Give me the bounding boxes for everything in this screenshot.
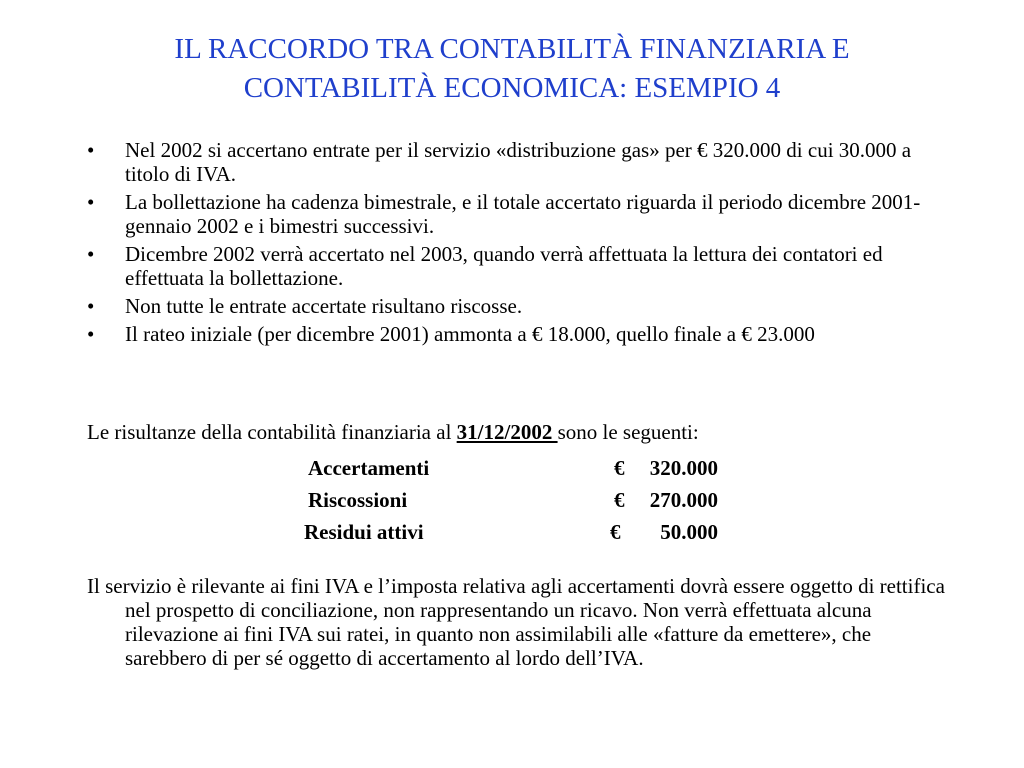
- summary-label: Riscossioni: [308, 488, 408, 512]
- bullet-marker: •: [87, 138, 95, 162]
- bullet-item: [87, 138, 947, 186]
- bullet-marker: •: [87, 242, 95, 266]
- intro-paragraph: [87, 420, 699, 444]
- summary-label: Residui attivi: [304, 520, 424, 544]
- bullet-marker: •: [87, 294, 95, 318]
- summary-amount: 270.000: [649, 488, 718, 512]
- bullet-text: Dicembre 2002 verrà accertato nel 2003, quando verrà affettuata la lettura dei contatori ed effettuata la bollettazione.: [125, 242, 883, 290]
- bullet-marker: •: [87, 322, 95, 346]
- summary-table: [0, 452, 1024, 548]
- bullet-text: Nel 2002 si accertano entrate per il servizio «distribuzione gas» per € 320.000 di cui 30.000 a titolo di IVA.: [125, 138, 912, 186]
- bullet-item: [87, 190, 947, 238]
- note-paragraph: Il servizio è rilevante ai fini IVA e l’imposta relativa agli accertamenti dovrà essere oggetto di rettifica nel prospetto di conciliazione, non rappresentando un ricavo. Non verrà effettuata alcuna rilevazione ai fini IVA sui ratei, in quanto non assimilabili alle «fatture da emettere», che sarebbero di per sé oggetto di accertamento al lordo dell’IVA.: [87, 574, 945, 670]
- bullet-text: Il rateo iniziale (per dicembre 2001) ammonta a € 18.000, quello finale a € 23.000: [125, 322, 815, 346]
- bullet-text: Non tutte le entrate accertate risultano riscosse.: [125, 294, 523, 318]
- bullet-item: [87, 242, 947, 290]
- summary-row-riscossioni: [0, 484, 1024, 516]
- currency-symbol: €: [614, 488, 625, 512]
- bullet-item: [87, 294, 947, 318]
- summary-label: Accertamenti: [308, 456, 430, 480]
- currency-symbol: €: [610, 520, 621, 544]
- summary-amount: 320.000: [649, 456, 718, 480]
- bullet-item: [87, 322, 947, 346]
- slide-title: [60, 30, 964, 108]
- bullet-text: La bollettazione ha cadenza bimestrale, e il totale accertato riguarda il periodo dicembre 2001-gennaio 2002 e i bimestri successivi.: [125, 190, 921, 238]
- summary-row-residui-attivi: [0, 516, 1024, 548]
- bullet-list: [87, 138, 947, 350]
- title-line-2: CONTABILITÀ ECONOMICA: ESEMPIO 4: [243, 72, 781, 104]
- summary-amount: 50.000: [660, 520, 718, 544]
- intro-date: 31/12/2002: [456, 420, 558, 444]
- intro-text-before: Le risultanze della contabilità finanziaria al: [87, 420, 457, 444]
- intro-text-after: sono le seguenti:: [557, 420, 699, 444]
- title-line-1: IL RACCORDO TRA CONTABILITÀ FINANZIARIA E: [174, 33, 850, 65]
- bullet-marker: •: [87, 190, 95, 214]
- summary-row-accertamenti: [0, 452, 1024, 484]
- currency-symbol: €: [614, 456, 625, 480]
